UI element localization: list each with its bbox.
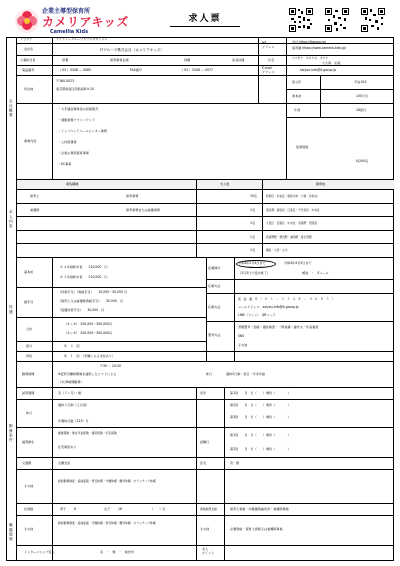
recruit-count: 1名 xyxy=(250,207,256,212)
business-label: 事業内容 xyxy=(24,139,37,143)
hours-value: 7:30 〜 20:30 xyxy=(100,364,121,368)
company-name: ITグループ株式会社（カメリアキッズ） xyxy=(100,48,164,52)
year-sales-label: 年商 xyxy=(294,108,301,112)
person-label: 氏名 xyxy=(268,58,275,62)
recruit-count: 1名 xyxy=(250,248,256,253)
recruiter-dept-label: 部署 xyxy=(62,58,69,62)
holiday-detail: 週休２日制（土日祝） xyxy=(58,403,89,407)
hours-label: 勤務時間 xyxy=(22,372,35,376)
recruit-job: 保育士 xyxy=(30,194,40,198)
probation-label: 試用期間 xyxy=(22,391,35,395)
business-item: ・企業主導型保育事業 xyxy=(58,151,89,155)
qr-code-icon xyxy=(288,7,314,33)
salary-1: ① ４年制新卒者 220,000 円 xyxy=(60,265,108,269)
sns-label: SNS xyxy=(238,334,245,338)
homepage-corp: 会社 https://itgroup.jp/ xyxy=(292,40,327,44)
total-1: （①＋③） 200,000〜300,000円 xyxy=(64,322,113,326)
divider xyxy=(258,37,259,104)
visit-2: 第2回 月 日（ ）場所（ ） xyxy=(230,403,291,407)
qr-code-icon xyxy=(324,7,350,33)
contact-label: 応募方法 xyxy=(208,305,221,309)
recruiter-label: 人事担当者 xyxy=(20,58,36,62)
method-options: 郵送 ・ Eメール xyxy=(302,271,329,275)
housing-value: 有・無 xyxy=(230,461,240,465)
address-label: 所在地 xyxy=(24,87,34,91)
address: 東京都新宿区西新宿8-9-10 xyxy=(56,87,94,91)
table-row xyxy=(17,217,394,231)
transport-label: 交通費 xyxy=(22,461,32,465)
raise-label: 昇給 xyxy=(26,354,33,358)
section-label-workplace: 勤務条件 xyxy=(6,362,17,504)
holiday-per-year: 年間休日数（123）日 xyxy=(58,419,89,423)
career-value: 必要資格：保育士資格又は看護師資格 xyxy=(230,527,283,531)
row-year-sales xyxy=(286,104,394,118)
tel-value: （ 03 ）5348 ー 0083 xyxy=(58,68,91,72)
employees-label: 従業員数 xyxy=(296,145,309,149)
col-occupation: 募集職種 xyxy=(66,182,79,186)
furigana-label: フリガナ xyxy=(20,37,33,41)
recruit-count: 1名 xyxy=(250,221,256,226)
company-logo xyxy=(14,8,129,40)
company-furigana: アイティーグループカブシキガイシャ xyxy=(56,37,108,41)
welfare-extra: 社宅制度あり xyxy=(58,445,77,449)
position-value: 係長待遇 xyxy=(232,58,245,62)
established-label: 設立年 xyxy=(292,80,302,84)
person-kana: フリガナ オオクボ タクヤ xyxy=(292,56,329,60)
homepage-label: HP アドレス xyxy=(262,41,275,49)
business-item: ・人材派遣業 xyxy=(58,140,77,144)
section-label-company: 会社概要 xyxy=(6,37,17,180)
probation-value: 有（３ヶ月）・無 xyxy=(58,391,82,395)
bonus-value: 年 ２ 回 xyxy=(64,344,80,348)
divider xyxy=(320,76,321,104)
male-label: 男子 xyxy=(60,507,67,511)
recruit-job: 看護師 xyxy=(30,207,40,212)
recruit-count: 10名 xyxy=(250,194,258,198)
contact-tel: 電 話 番 号 （ ０ ３ － ５ ３ ４ ８ － ０ ０ ８ ３ ） xyxy=(238,297,335,301)
exam-label: 試験日 xyxy=(200,440,210,444)
table-row xyxy=(17,190,394,204)
allowance-2: （保育士又は看護師資格手当） 30,000 円 xyxy=(58,299,123,303)
page-title: 求人票 xyxy=(170,14,240,27)
recruit-detail: 保育業務または看護業務 xyxy=(126,207,161,212)
support-value: 保育士資格・幼稚園教諭免許・看護師資格 xyxy=(230,507,289,511)
staff-other-value: 時短勤務制度・産前産後・介護休暇・育児休暇・慶弔休暇・ボランティア休暇 xyxy=(58,521,156,525)
visit-label: 見学 xyxy=(200,391,207,395)
other-label: その他 xyxy=(238,343,248,347)
email-value: saiyou-info@it-group.jp xyxy=(300,68,337,72)
visit-3: 第3回 月 日（ ）場所（ ） xyxy=(230,415,291,419)
table-row xyxy=(17,204,394,218)
logo-name: カメリアキッズ xyxy=(42,15,129,29)
recruit-area: 大宮区・目黒区・中央区・武蔵野・西荻窪 xyxy=(266,221,318,226)
appeal-label: 求人 ポイント xyxy=(202,547,215,555)
holiday-value: 週休2日制・祝日・年末年始 xyxy=(226,372,266,376)
total-2: （②＋③） 200,000〜300,000円 xyxy=(64,331,113,335)
holiday-label: 休日 xyxy=(206,372,213,376)
hours-note: ※変形労働時間制を適用したシフトによる xyxy=(58,372,117,376)
salary-label: 基本給 xyxy=(24,270,34,274)
divider xyxy=(52,37,53,180)
capital-label: 資本金 xyxy=(292,94,302,98)
col-area: 勤務地 xyxy=(316,182,326,186)
business-item: ・EC事業 xyxy=(58,162,72,166)
staff-other-label: その他 xyxy=(24,527,34,531)
allowance-label: 諸手当 xyxy=(24,300,34,304)
raise-value: 年 １ 回 （実績による支給あり） xyxy=(64,354,116,358)
row-other xyxy=(17,470,394,504)
intern-label: インターンシップ受入 xyxy=(24,550,55,554)
contact-line: LINE（ライン） QRコード xyxy=(238,313,279,317)
deadline-label: 応募締切 xyxy=(208,266,221,270)
salary-2: ② ２年制新卒者 210,000 円 xyxy=(60,275,108,279)
established-value: 平成10年 xyxy=(354,80,368,84)
position-label: 役職 xyxy=(184,58,191,62)
company-name-label: 会社名 xyxy=(24,47,34,51)
transport-value: 全額支給 xyxy=(58,461,71,465)
recruit-area: 武蔵野駅・豊田駅・浦和駅・春日部駅 xyxy=(266,234,312,239)
row-method xyxy=(206,280,394,294)
staff-count-label: 社員数 xyxy=(24,507,34,511)
visit-1: 第1回 月 日（ ）場所（ ） xyxy=(230,391,291,395)
fax-label: FAX番号 xyxy=(130,68,142,72)
fax-value: （ 03 ）5348 ー 0977 xyxy=(180,68,213,72)
female-label: 女子 xyxy=(104,507,111,511)
row-established xyxy=(286,76,394,90)
table-row xyxy=(17,244,394,258)
row-bonus xyxy=(17,342,206,352)
business-item: ・大手通信事業者の回線販売 xyxy=(58,107,99,111)
welfare-label: 福利厚生 xyxy=(22,440,35,444)
method-label: 応募方法 xyxy=(208,284,221,288)
allowance-3: （処遇改善手当） 30,000 円 xyxy=(58,308,105,312)
support-label: 資格取得支援 xyxy=(200,507,217,511)
welfare-value: 健康保険・厚生年金保険・雇用保険・労災保険 xyxy=(58,431,117,435)
exam-1: 第1回 月 日（ ）場所（ ） xyxy=(230,433,291,437)
capital-value: 100万円 xyxy=(356,94,369,98)
row-salary xyxy=(17,258,206,288)
table-row xyxy=(17,231,394,245)
career-label: その他 xyxy=(200,527,210,531)
recruit-count: 1名 xyxy=(250,234,256,239)
recruit-detail: 保育業務 xyxy=(126,194,139,198)
recruit-area: 東京都：新宿区・江東区・千代田区・中央区 xyxy=(266,207,320,212)
section-label-staff: 職場環境 xyxy=(6,504,17,561)
deadline-value: 令和4年2月3日まで xyxy=(238,261,266,265)
male-count: 6 xyxy=(74,507,76,511)
camellia-flower-icon xyxy=(14,8,40,34)
recruit-area: 横浜・大宮・立川 xyxy=(266,248,288,253)
person-name: 大久保 拓哉 xyxy=(322,61,341,65)
recruiter-dept: 保育事業企画 xyxy=(110,58,129,62)
business-list xyxy=(58,108,258,174)
postal-code: 〒160-0023 xyxy=(56,79,74,83)
row-raise xyxy=(17,352,394,362)
year-sales-value: 18億円 xyxy=(356,108,367,112)
other-value: 時短勤務制度・産前産後・育児休暇・介護休暇・慶弔休暇・ボランティア休暇 xyxy=(58,479,156,483)
deadline-end: 令和4年4月3日まで xyxy=(284,261,312,265)
docs-label: 選考方法 xyxy=(208,333,221,337)
female-count: 18 xyxy=(118,507,122,511)
homepage-nursery: 保育園 https://www.camelia-kids.jp/ xyxy=(292,46,346,50)
age-value: （ ）名 xyxy=(150,507,166,511)
other-label: その他 xyxy=(24,484,34,488)
contact-mail: メールアドレス saiyou-info@it-group.jp xyxy=(238,305,299,309)
bonus-label: 賞与 xyxy=(26,344,33,348)
housing-label: 住宅 xyxy=(200,461,207,465)
qr-code-icon xyxy=(360,7,386,33)
total-label: 合計 xyxy=(26,327,33,331)
recruit-area: 特別区・杉並区（新宿中央・大森・世田谷） xyxy=(266,194,320,198)
business-item: ・インバウンドコールセンター業務 xyxy=(58,129,107,133)
hours-note2: （1日8時間勤務） xyxy=(58,380,84,384)
business-item: ・通販業務アウトバウンド xyxy=(58,118,96,122)
tel-label: 電話番号 xyxy=(22,68,35,72)
email-label: E-mail アドレス xyxy=(262,66,275,74)
intern-value: 有 ・ 無 ・ 検討中 xyxy=(100,550,135,554)
docs-value: 書類選考・面接・適性検査・一般常識・論作文・作品審査 xyxy=(238,325,319,329)
deadline-notice: （2月3日で受付終了） xyxy=(238,271,270,275)
divider xyxy=(320,104,321,118)
col-count: 求人数 xyxy=(220,182,230,186)
allowance-1: （特業手当）（資格手当） 10,000〜30,000 円 xyxy=(58,290,128,294)
exam-2: 第2回 月 日（ ）場所（ ） xyxy=(230,447,291,451)
circle-mark xyxy=(236,260,276,268)
section-label-recruit: 求人内容 xyxy=(6,180,17,258)
logo-subtitle: 企業主導型保育所 xyxy=(42,8,91,15)
employees-value: 約200名 xyxy=(356,159,369,163)
section-label-conditions: 待遇 xyxy=(6,258,17,362)
holiday-section-label: 休日 xyxy=(26,411,33,415)
logo-english: Camellia Kids xyxy=(50,29,89,35)
